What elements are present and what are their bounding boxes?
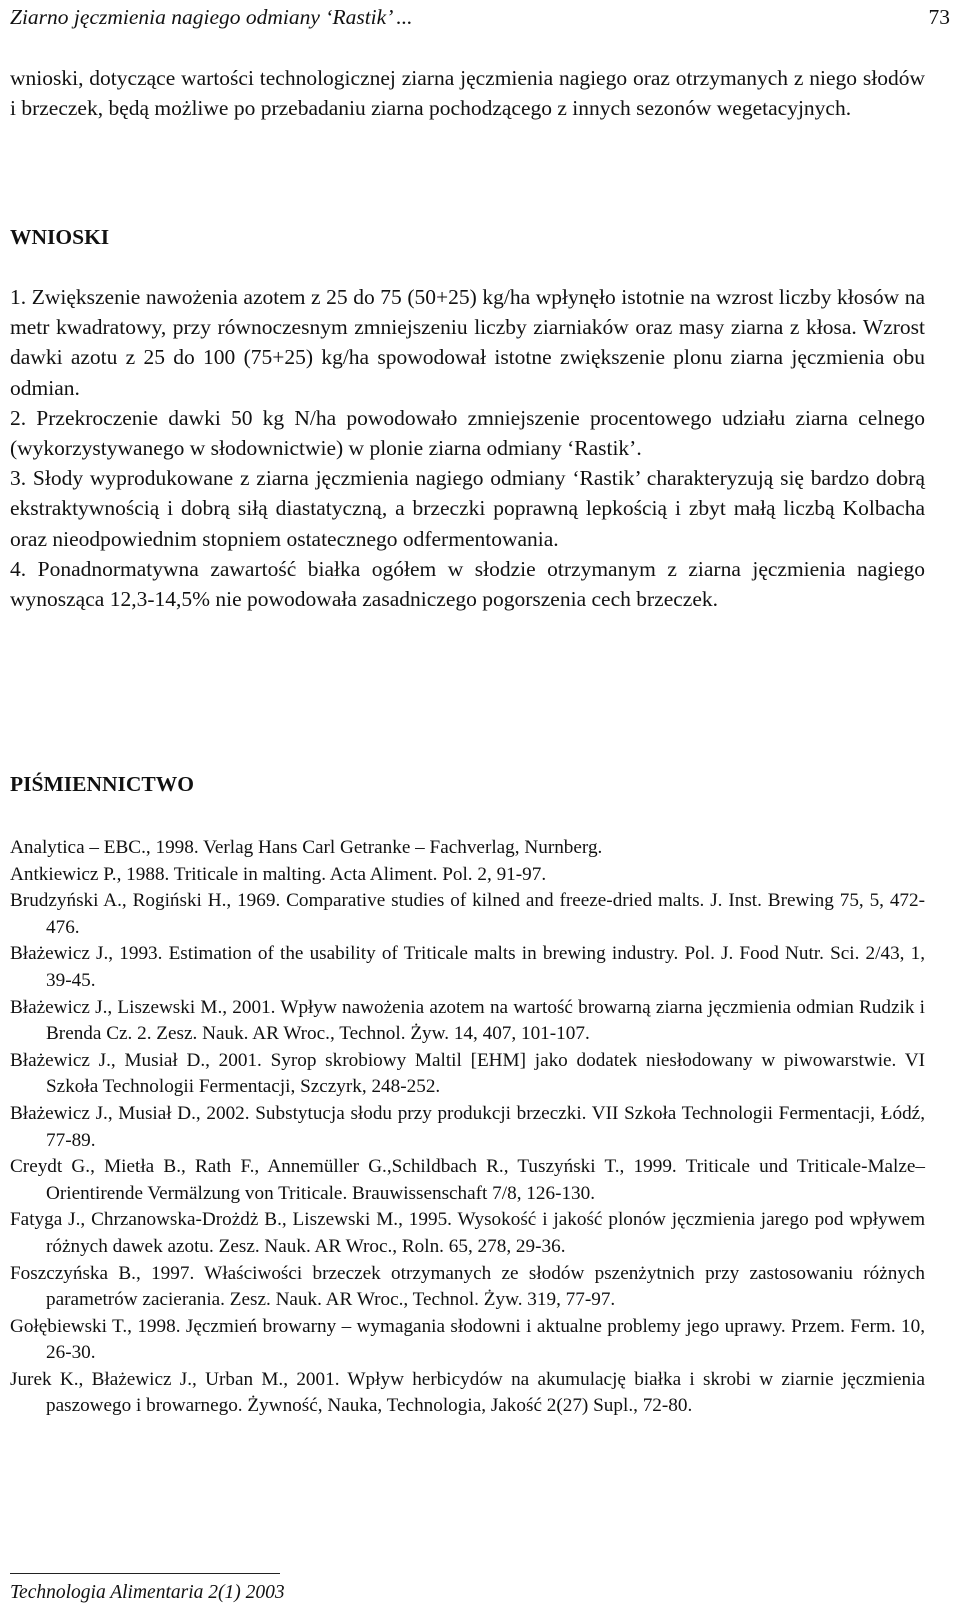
references-heading: PIŚMIENNICTWO xyxy=(10,772,194,796)
conclusion-item: 3. Słody wyprodukowane z ziarna jęczmienia nagiego odmiany ‘Rastik’ charakteryzują się bardzo dobrą ekstraktywnością i dobrą siłą diastatyczną, a brzeczki poprawną lepkością i zbyt małą liczbą Kolbacha oraz nieodpowiednim stopniem ostatecznego odfermentowania. xyxy=(10,466,925,551)
conclusions-heading: WNIOSKI xyxy=(10,225,110,249)
reference-item: Błażewicz J., Musiał D., 2002. Substytucja słodu przy produkcji brzeczki. VII Szkoła Technologii Fermentacji, Łódź, 77-89. xyxy=(10,1102,925,1151)
reference-item: Fatyga J., Chrzanowska-Drożdż B., Liszewski M., 1995. Wysokość i jakość plonów jęczmienia jarego pod wpływem różnych dawek azotu. Zesz. Nauk. AR Wroc., Roln. 65, 278, 29-36. xyxy=(10,1209,925,1257)
reference-item: Analytica – EBC., 1998. Verlag Hans Carl Getranke – Fachverlag, Nurnberg. xyxy=(10,837,603,858)
conclusion-item: 1. Zwiększenie nawożenia azotem z 25 do 75 (50+25) kg/ha wpłynęło istotnie na wzrost liczby kłosów na metr kwadratowy, przy równoczesnym zmniejszeniu liczby ziarniaków oraz masy ziarna z kłosa. Wzrost dawki azotu z 25 do 100 (75+25) kg/ha spowodował istotne zwiększenie plonu ziarna jęczmienia obu odmian. xyxy=(10,285,925,400)
page-number: 73 xyxy=(928,5,950,29)
conclusion-item: 4. Ponadnormatywna zawartość białka ogółem w słodzie otrzymanym z ziarna jęczmienia nagiego wynosząca 12,3-14,5% nie powodowała zasadniczego pogorszenia cech brzeczek. xyxy=(10,556,925,612)
conclusion-item: 2. Przekroczenie dawki 50 kg N/ha powodowało zmniejszenie procentowego udziału ziarna celnego (wykorzystywanego w słodownictwie) w plonie ziarna odmiany ‘Rastik’. xyxy=(10,405,925,461)
references-list xyxy=(10,835,925,1420)
reference-item: Antkiewicz P., 1988. Triticale in malting. Acta Aliment. Pol. 2, 91-97. xyxy=(10,863,547,885)
footer-rule xyxy=(10,1573,280,1574)
reference-item: Gołębiewski T., 1998. Jęczmień browarny – wymagania słodowni i aktualne problemy jego uprawy. Przem. Ferm. 10, 26-30. xyxy=(10,1315,925,1364)
intro-paragraph-block xyxy=(10,63,925,123)
journal-footer: Technologia Alimentaria 2(1) 2003 xyxy=(10,1582,285,1603)
reference-item: Foszczyńska B., 1997. Właściwości brzeczek otrzymanych ze słodów pszenżytnich przy zastosowaniu różnych parametrów zacierania. Zesz. Nauk. AR Wroc., Technol. Żyw. 319, 77-97. xyxy=(10,1262,925,1311)
intro-paragraph: wnioski, dotyczące wartości technologicznej ziarna jęczmienia nagiego oraz otrzymanych z niego słodów i brzeczek, będą możliwe po przebadaniu ziarna pochodzącego z innych sezonów wegetacyjnych. xyxy=(10,66,925,121)
reference-item: Jurek K., Błażewicz J., Urban M., 2001. Wpływ herbicydów na akumulację białka i skrobi w ziarnie jęczmienia paszowego i browarnego. Żywność, Nauka, Technologia, Jakość 2(27) Supl., 72-80. xyxy=(10,1368,925,1417)
running-head xyxy=(10,2,950,32)
reference-item: Błażewicz J., Musiał D., 2001. Syrop skrobiowy Maltil [EHM] jako dodatek niesłodowany w piwowarstwie. VI Szkoła Technologii Fermentacji, Szczyrk, 248-252. xyxy=(10,1049,925,1098)
reference-item: Brudzyński A., Rogiński H., 1969. Comparative studies of kilned and freeze-dried malts. J. Inst. Brewing 75, 5, 472-476. xyxy=(10,890,925,938)
reference-item: Błażewicz J., Liszewski M., 2001. Wpływ nawożenia azotem na wartość browarną ziarna jęczmienia odmian Rudzik i Brenda Cz. 2. Zesz. Nauk. AR Wroc., Technol. Żyw. 14, 407, 101-107. xyxy=(10,996,925,1045)
conclusions-list xyxy=(10,282,925,614)
reference-item: Błażewicz J., 1993. Estimation of the usability of Triticale malts in brewing industry. Pol. J. Food Nutr. Sci. 2/43, 1, 39-45. xyxy=(10,943,925,991)
running-title: Ziarno jęczmienia nagiego odmiany ‘Rastik’ ... xyxy=(10,5,413,29)
reference-item: Creydt G., Mietła B., Rath F., Annemüller G.,Schildbach R., Tuszyński T., 1999. Triticale und Triticale-Malze–Orientirende Vermälzung von Triticale. Brauwissenschaft 7/8, 126-130. xyxy=(10,1156,925,1204)
